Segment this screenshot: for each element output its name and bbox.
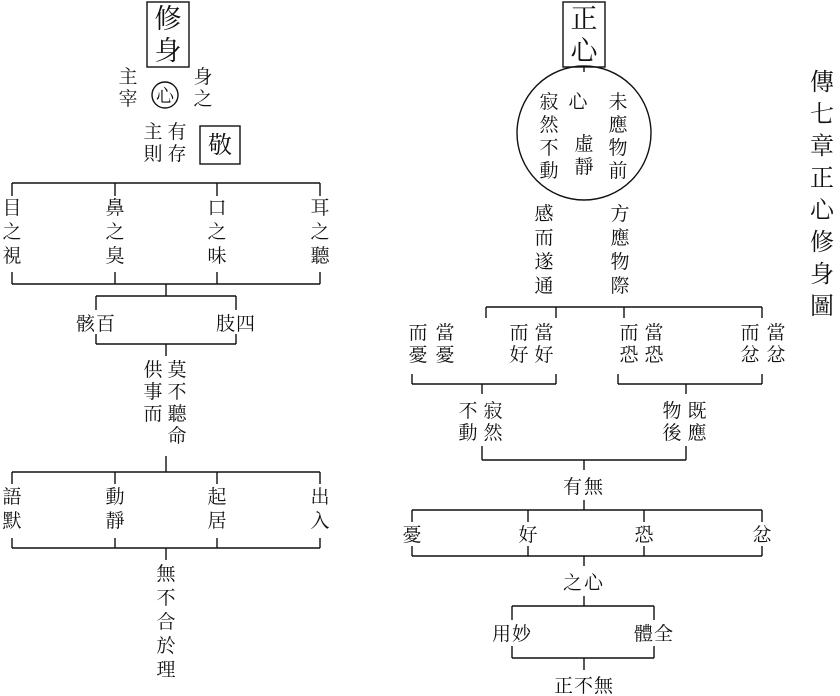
xiushen-header: 修身: [154, 4, 182, 67]
emotion-er-1: 而好: [509, 322, 529, 366]
fangying-label: 方應物際: [610, 203, 630, 297]
circle-weiying-label: 未應物前: [608, 91, 628, 182]
emotion-row-2: 恐: [634, 524, 654, 546]
emotion-row-3: 忿: [752, 524, 772, 546]
baihai-label: 骸百: [75, 313, 117, 335]
jiying-label: 既應: [687, 400, 707, 444]
emotion-er-3: 而忿: [740, 322, 760, 366]
zhixin-label: 之心: [562, 572, 606, 594]
circle-xujing-label: 虛靜: [574, 133, 594, 178]
emotion-dang-1: 當好: [534, 322, 554, 366]
xin-small-label: 心: [156, 86, 174, 107]
ming-label: 命: [167, 425, 187, 447]
diagram-labels: [2, 4, 835, 696]
sense-label-0: 目之視: [2, 197, 22, 267]
action-label-0: 語默: [2, 486, 22, 532]
wuhou-label: 物後: [662, 400, 682, 444]
sense-label-2: 口之味: [207, 197, 227, 267]
sense-label-1: 鼻之臭: [105, 197, 125, 267]
action-label-2: 起居: [207, 486, 227, 532]
zhisi-label: 肢四: [215, 313, 257, 335]
action-label-3: 出入: [310, 486, 330, 532]
sense-label-3: 耳之聽: [310, 197, 330, 267]
zhuzai-label: 主宰: [118, 66, 138, 110]
circle-xin-label: 心: [568, 91, 588, 113]
emotion-er-0: 而憂: [408, 322, 428, 366]
zhengxin-header: 正心: [570, 4, 598, 67]
emotion-row-0: 憂: [402, 524, 422, 546]
wubuhe-label: 無不合於理: [156, 563, 176, 681]
diagram-title: 傳七章正心修身圖: [810, 68, 834, 320]
tiquan-label: 體全: [633, 623, 675, 645]
jing-label: 敬: [208, 131, 232, 159]
circle-jiran-label: 寂然不動: [539, 91, 559, 182]
emotion-row-1: 好: [518, 524, 538, 546]
gongshier-label: 供事而: [143, 359, 163, 425]
action-label-1: 動靜: [105, 486, 125, 532]
zhuze-label: 主則: [143, 121, 163, 165]
budong-label: 不動: [458, 400, 478, 444]
emotion-er-2: 而恐: [619, 322, 639, 366]
yongmiao-label: 用妙: [491, 623, 533, 645]
zhengbuwu-label: 正不無: [553, 675, 615, 696]
youwu-label: 有無: [562, 476, 606, 498]
ganer-label: 感而遂通: [534, 203, 554, 297]
shenzhi-label: 身之: [193, 66, 213, 110]
mobuting-label: 莫不聽: [167, 359, 187, 425]
youcun-label: 有存: [167, 121, 187, 165]
jiran-label: 寂然: [483, 400, 503, 444]
emotion-dang-0: 當憂: [435, 322, 455, 366]
emotion-dang-2: 當恐: [644, 322, 664, 366]
emotion-dang-3: 當忿: [766, 322, 786, 366]
